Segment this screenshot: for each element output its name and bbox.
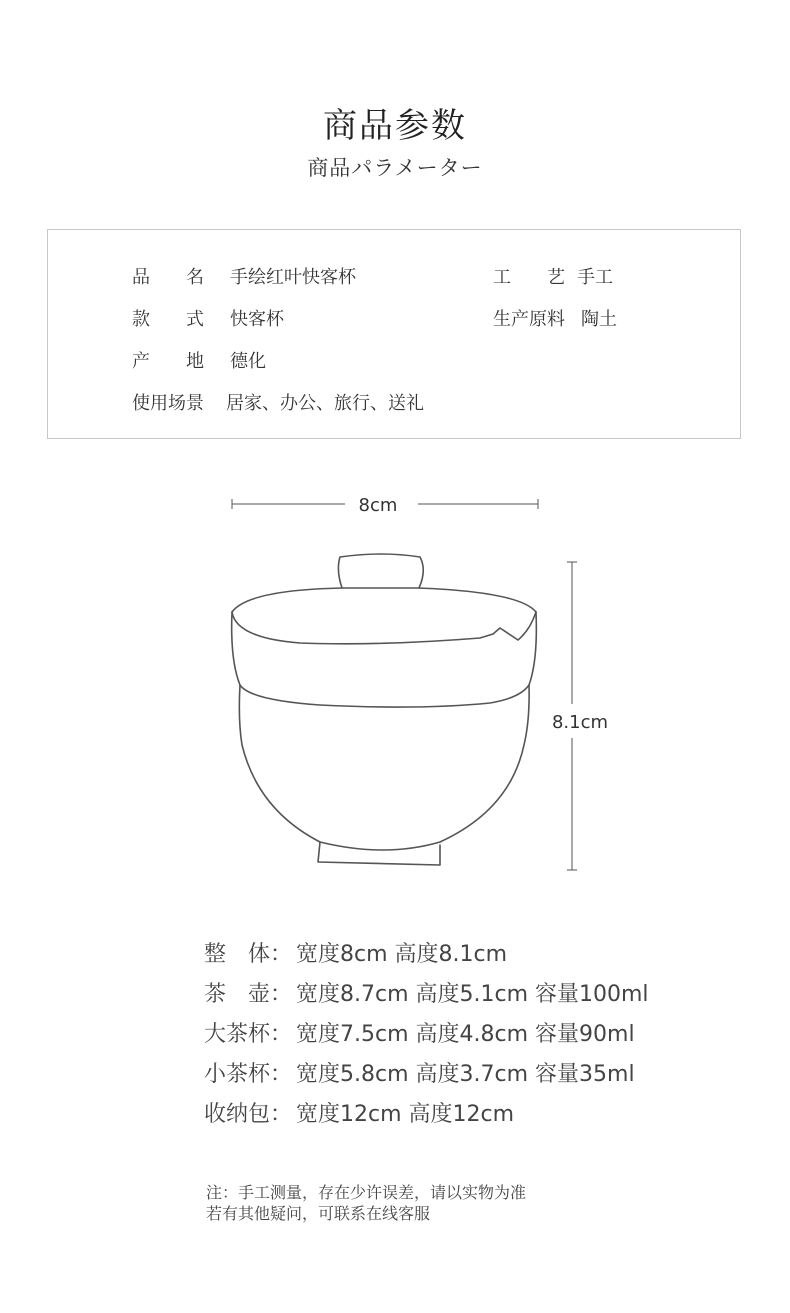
dimension-value: 宽度8cm 高度8.1cm xyxy=(296,942,508,967)
height-label: 8.1cm xyxy=(551,712,609,733)
spec-material-label: 生产原料 xyxy=(493,309,565,330)
dimension-row xyxy=(204,1058,649,1098)
spec-usage-value: 居家、办公、旅行、送礼 xyxy=(226,393,424,414)
note-line-2: 若有其他疑问，可联系在线客服 xyxy=(206,1204,431,1223)
product-dimension-diagram xyxy=(0,480,790,900)
dimension-row xyxy=(204,1018,649,1058)
spec-usage xyxy=(132,389,424,415)
spec-usage-label: 使用场景 xyxy=(132,393,204,414)
dimension-value: 宽度8.7cm 高度5.1cm 容量100ml xyxy=(296,982,649,1007)
dimension-row xyxy=(204,978,649,1018)
spec-craft xyxy=(493,263,613,289)
spec-origin xyxy=(132,347,266,373)
spec-style-label: 款 式 xyxy=(132,309,204,330)
spec-craft-label: 工 艺 xyxy=(493,267,565,288)
spec-material-value: 陶土 xyxy=(581,309,617,330)
spec-style-value: 快客杯 xyxy=(230,309,284,330)
dimension-row xyxy=(204,1098,649,1138)
spec-name xyxy=(132,263,356,289)
dimension-label: 整 体： xyxy=(204,942,293,967)
spec-origin-label: 产 地 xyxy=(132,351,204,372)
page-subtitle: 商品パラメーター xyxy=(307,156,483,180)
dimension-row xyxy=(204,938,649,978)
width-label: 8cm xyxy=(358,495,398,516)
spec-name-value: 手绘红叶快客杯 xyxy=(230,267,356,288)
cup-illustration xyxy=(232,554,537,865)
dimension-label: 茶 壶： xyxy=(204,982,293,1007)
spec-style xyxy=(132,305,284,331)
measurement-note xyxy=(206,1182,526,1224)
spec-material xyxy=(493,305,617,331)
spec-origin-value: 德化 xyxy=(230,351,266,372)
dimension-label: 大茶杯： xyxy=(204,1022,293,1047)
dimension-label: 小茶杯： xyxy=(204,1062,293,1087)
dimension-value: 宽度5.8cm 高度3.7cm 容量35ml xyxy=(296,1062,635,1087)
dimension-list xyxy=(204,938,649,1138)
page-title: 商品参数 xyxy=(323,106,467,146)
spec-name-label: 品 名 xyxy=(132,267,204,288)
dimension-value: 宽度12cm 高度12cm xyxy=(296,1102,515,1127)
spec-craft-value: 手工 xyxy=(577,267,613,288)
note-line-1: 注：手工测量，存在少许误差，请以实物为准 xyxy=(206,1183,527,1202)
dimension-label: 收纳包： xyxy=(204,1102,293,1127)
dimension-value: 宽度7.5cm 高度4.8cm 容量90ml xyxy=(296,1022,635,1047)
